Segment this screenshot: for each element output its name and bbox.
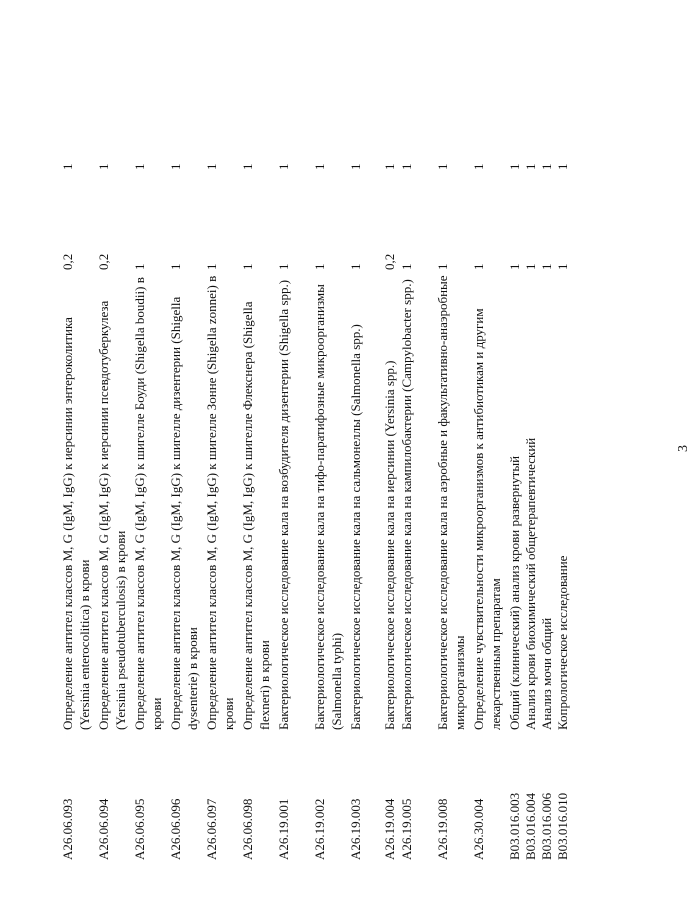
service-code: A26.19.002	[312, 798, 327, 860]
frequency-value: 1	[276, 263, 291, 270]
frequency-value: 1	[555, 263, 570, 270]
frequency-value: 0,2	[96, 253, 111, 270]
service-name: Копрологическое исследование	[555, 555, 570, 730]
table-row	[204, 60, 240, 860]
service-code: A26.06.094	[96, 798, 111, 860]
service-code: B03.016.004	[523, 792, 538, 860]
table-row	[399, 60, 435, 860]
multiplicity-value: 1	[471, 163, 486, 170]
services-table	[60, 60, 571, 860]
service-code: A26.19.005	[399, 798, 414, 860]
service-code: B03.016.010	[555, 792, 570, 860]
multiplicity-value: 1	[539, 163, 554, 170]
service-name: Бактериологическое исследование кала на тифо-паратифозные микроорганизмы (Salmonella typhi)	[312, 284, 344, 730]
table-row	[132, 60, 168, 860]
table-row	[471, 60, 507, 860]
table-row	[555, 60, 571, 860]
service-name: Определение чувствительности микроорганизмов к антибиотикам и другим лекарственным препаратам	[471, 308, 503, 730]
service-name: Бактериологическое исследование кала на сальмонеллы (Salmonella spp.)	[348, 324, 363, 730]
frequency-value: 1	[435, 263, 450, 270]
multiplicity-value: 1	[240, 163, 255, 170]
service-name: Бактериологическое исследование кала на возбудителя дизентерии (Shigella spp.)	[276, 279, 291, 730]
multiplicity-value: 1	[168, 163, 183, 170]
frequency-value: 1	[399, 263, 414, 270]
service-name: Анализ мочи общий	[539, 617, 554, 730]
frequency-value: 1	[240, 263, 255, 270]
multiplicity-value: 1	[523, 163, 538, 170]
multiplicity-value: 1	[96, 163, 111, 170]
service-code: A26.19.004	[382, 798, 397, 860]
service-code: A26.06.093	[60, 798, 75, 860]
table-row	[523, 60, 539, 860]
multiplicity-value: 1	[399, 163, 414, 170]
service-name: Бактериологическое исследование кала на иерсинии (Yersinia spp.)	[382, 360, 397, 730]
table-row	[348, 60, 382, 860]
service-name: Определение антител классов M, G (IgM, IgG) к иерсинии псевдотуберкулеза (Yersinia pseudotuberculosis) в крови	[96, 300, 128, 730]
table-row	[96, 60, 132, 860]
frequency-value: 0,2	[382, 253, 397, 270]
service-code: A26.06.097	[204, 798, 219, 860]
multiplicity-value: 1	[507, 163, 522, 170]
service-name: Общий (клинический) анализ крови развернутый	[507, 455, 522, 730]
service-name: Бактериологическое исследование кала на аэробные и факультативно-анаэробные микроорганизмы	[435, 275, 467, 730]
service-name: Определение антител классов M, G (IgM, IgG) к шигелле дизентерии (Shigella dysenterie) в крови	[168, 296, 200, 730]
multiplicity-value: 1	[132, 163, 147, 170]
table-row	[60, 60, 96, 860]
multiplicity-value: 1	[435, 163, 450, 170]
table-row	[240, 60, 276, 860]
multiplicity-value: 1	[555, 163, 570, 170]
multiplicity-value: 1	[60, 163, 75, 170]
service-code: A26.06.096	[168, 798, 183, 860]
frequency-value: 1	[539, 263, 554, 270]
service-code: A26.30.004	[471, 798, 486, 860]
service-name: Определение антител классов M, G (IgM, IgG) к иерсинии энтероколитика (Yersinia enterocolitica) в крови	[60, 317, 92, 730]
service-name: Определение антител классов M, G (IgM, IgG) к шигелле Зонне (Shigella zonnei) в крови	[204, 275, 236, 730]
service-name: Определение антител классов M, G (IgM, IgG) к шигелле Флекснера (Shigella flexneri) в крови	[240, 301, 272, 730]
service-code: A26.19.001	[276, 798, 291, 860]
table-row	[276, 60, 312, 860]
frequency-value: 1	[471, 263, 486, 270]
service-name: Определение антител классов M, G (IgM, IgG) к шигелле Боуди (Shigella boudii) в крови	[132, 277, 164, 730]
page-number: 3	[676, 445, 691, 452]
service-code: B03.016.003	[507, 792, 522, 860]
multiplicity-value: 1	[348, 163, 363, 170]
service-code: A26.06.095	[132, 798, 147, 860]
frequency-value: 1	[523, 263, 538, 270]
table-row	[312, 60, 348, 860]
multiplicity-value: 1	[312, 163, 327, 170]
service-code: A26.19.008	[435, 798, 450, 860]
frequency-value: 1	[204, 263, 219, 270]
frequency-value: 1	[132, 263, 147, 270]
multiplicity-value: 1	[276, 163, 291, 170]
multiplicity-value: 1	[382, 163, 397, 170]
table-row	[168, 60, 204, 860]
frequency-value: 1	[312, 263, 327, 270]
table-row	[539, 60, 555, 860]
service-code: B03.016.006	[539, 792, 554, 860]
table-row	[435, 60, 471, 860]
service-name: Анализ крови биохимический общетерапевтический	[523, 437, 538, 730]
frequency-value: 1	[348, 263, 363, 270]
frequency-value: 1	[507, 263, 522, 270]
table-row	[507, 60, 523, 860]
multiplicity-value: 1	[204, 163, 219, 170]
service-code: A26.06.098	[240, 798, 255, 860]
frequency-value: 0,2	[60, 253, 75, 270]
service-name: Бактериологическое исследование кала на кампилобактерии (Campylobacter spp.)	[399, 279, 414, 730]
service-code: A26.19.003	[348, 798, 363, 860]
frequency-value: 1	[168, 263, 183, 270]
table-row	[382, 60, 399, 860]
